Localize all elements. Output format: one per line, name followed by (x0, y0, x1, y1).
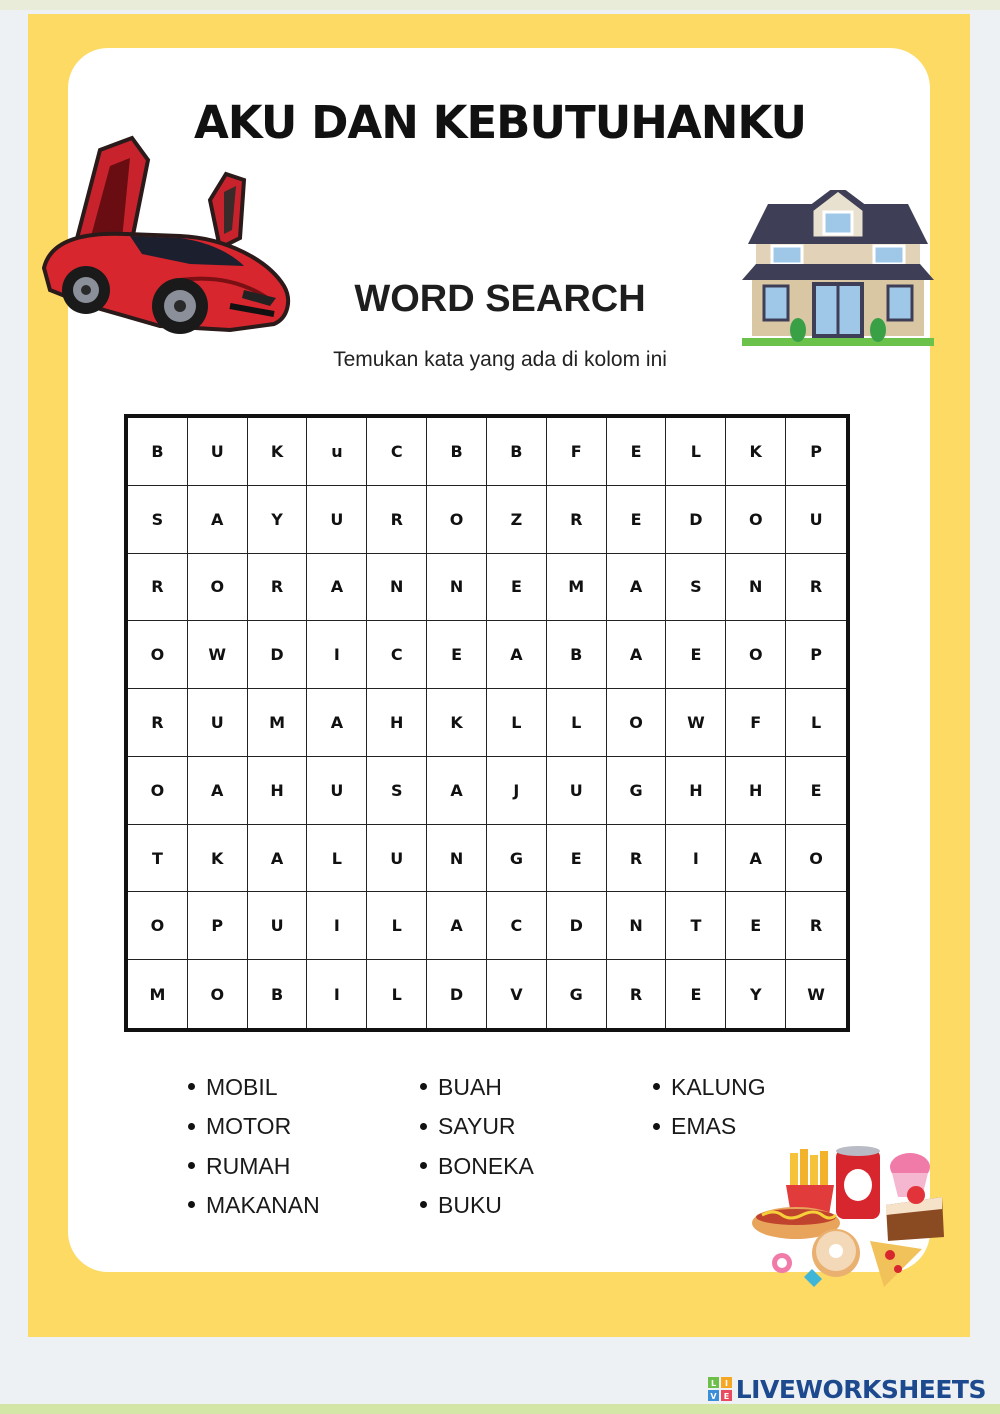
grid-cell[interactable]: R (607, 825, 667, 893)
grid-cell[interactable]: N (367, 554, 427, 622)
word-list-item (420, 1107, 534, 1146)
grid-cell[interactable]: E (786, 757, 846, 825)
grid-cell[interactable]: U (307, 486, 367, 554)
grid-cell[interactable]: O (726, 486, 786, 554)
house-icon (742, 190, 934, 346)
grid-cell[interactable]: O (786, 825, 846, 893)
grid-cell[interactable]: U (188, 689, 248, 757)
grid-cell[interactable]: R (128, 689, 188, 757)
grid-cell[interactable]: L (666, 418, 726, 486)
worksheet-title: AKU DAN KEBUTUHANKU (193, 96, 807, 149)
grid-cell[interactable]: Z (487, 486, 547, 554)
grid-cell[interactable]: P (786, 621, 846, 689)
grid-cell[interactable]: I (666, 825, 726, 893)
logo-letter: V (710, 1392, 717, 1401)
grid-cell[interactable]: T (128, 825, 188, 893)
grid-cell[interactable]: O (427, 486, 487, 554)
grid-cell[interactable]: N (427, 825, 487, 893)
grid-cell[interactable]: E (666, 960, 726, 1028)
grid-cell[interactable]: O (607, 689, 667, 757)
word-list-item (188, 1186, 320, 1225)
word-list-item (653, 1107, 766, 1146)
grid-cell[interactable]: R (248, 554, 308, 622)
bullet-icon (188, 1201, 195, 1208)
grid-cell[interactable]: N (607, 892, 667, 960)
grid-cell[interactable]: E (607, 486, 667, 554)
grid-cell[interactable]: A (307, 554, 367, 622)
grid-cell[interactable]: C (487, 892, 547, 960)
grid-cell[interactable]: K (188, 825, 248, 893)
grid-cell[interactable]: K (427, 689, 487, 757)
grid-cell[interactable]: C (367, 621, 427, 689)
grid-cell[interactable]: G (607, 757, 667, 825)
grid-cell[interactable]: U (248, 892, 308, 960)
grid-cell[interactable]: I (307, 892, 367, 960)
word-list-item (188, 1107, 320, 1146)
top-strip (0, 0, 1000, 10)
grid-cell[interactable]: G (547, 960, 607, 1028)
word-list-column-2 (420, 1068, 534, 1225)
bullet-icon (653, 1123, 660, 1130)
grid-cell[interactable]: A (307, 689, 367, 757)
word-list-column-1 (188, 1068, 320, 1225)
grid-cell[interactable]: U (367, 825, 427, 893)
word-list-item (653, 1068, 766, 1107)
grid-cell[interactable]: O (128, 892, 188, 960)
grid-cell[interactable]: M (248, 689, 308, 757)
grid-cell[interactable]: L (547, 689, 607, 757)
word-list-item (420, 1147, 534, 1186)
grid-cell[interactable]: T (666, 892, 726, 960)
word-label: MOTOR (206, 1113, 292, 1140)
word-label: BUAH (438, 1074, 502, 1100)
grid-cell[interactable]: D (248, 621, 308, 689)
grid-cell[interactable]: V (487, 960, 547, 1028)
grid-cell[interactable]: I (307, 960, 367, 1028)
word-label: RUMAH (206, 1152, 291, 1179)
instruction-text: Temukan kata yang ada di kolom ini (333, 348, 667, 371)
bullet-icon (420, 1083, 427, 1090)
grid-cell[interactable]: P (188, 892, 248, 960)
bullet-icon (653, 1083, 660, 1090)
grid-cell[interactable]: M (128, 960, 188, 1028)
bullet-icon (188, 1083, 195, 1090)
word-label: BUKU (438, 1191, 502, 1218)
word-list-item (420, 1068, 534, 1107)
grid-cell[interactable]: U (188, 418, 248, 486)
word-label: MOBIL (206, 1074, 278, 1100)
word-label: EMAS (671, 1113, 737, 1140)
grid-cell[interactable]: B (547, 621, 607, 689)
grid-cell[interactable]: E (427, 621, 487, 689)
grid-cell[interactable]: K (726, 418, 786, 486)
grid-cell[interactable]: u (307, 418, 367, 486)
grid-cell[interactable]: L (307, 825, 367, 893)
grid-cell[interactable]: Y (726, 960, 786, 1028)
brand-name: LIVEWORKSHEETS (735, 1374, 986, 1404)
grid-cell[interactable]: E (487, 554, 547, 622)
bullet-icon (420, 1201, 427, 1208)
grid-cell[interactable]: S (128, 486, 188, 554)
grid-cell[interactable]: A (487, 621, 547, 689)
grid-cell[interactable]: F (547, 418, 607, 486)
word-list-item (420, 1186, 534, 1225)
grid-cell[interactable]: L (786, 689, 846, 757)
bullet-icon (420, 1162, 427, 1169)
bullet-icon (420, 1123, 427, 1130)
grid-cell[interactable]: A (427, 757, 487, 825)
grid-cell[interactable]: H (666, 757, 726, 825)
grid-cell[interactable]: D (547, 892, 607, 960)
grid-cell[interactable]: W (188, 621, 248, 689)
word-list-item (188, 1147, 320, 1186)
liveworksheets-logo-icon (708, 1377, 732, 1401)
grid-cell[interactable]: A (188, 486, 248, 554)
grid-cell[interactable]: W (807, 984, 825, 1004)
grid-cell[interactable]: A (427, 892, 487, 960)
logo-letter: E (723, 1392, 729, 1401)
word-list-item (188, 1068, 320, 1107)
grid-cell[interactable]: E (547, 825, 607, 893)
grid-cell[interactable]: M (547, 554, 607, 622)
grid-cell[interactable]: O (128, 621, 188, 689)
word-label: SAYUR (438, 1113, 516, 1140)
grid-cell[interactable]: B (248, 960, 308, 1028)
word-list-column-3 (653, 1068, 766, 1147)
grid-cell[interactable]: R (786, 892, 846, 960)
grid-cell[interactable]: R (547, 486, 607, 554)
grid-cell[interactable]: A (726, 825, 786, 893)
grid-cell[interactable]: B (128, 418, 188, 486)
grid-cell[interactable]: O (188, 554, 248, 622)
grid-cell[interactable]: R (786, 554, 846, 622)
worksheet-subtitle: WORD SEARCH (354, 278, 646, 320)
grid-cell[interactable]: L (367, 892, 427, 960)
grid-cell[interactable]: L (367, 960, 427, 1028)
grid-cell[interactable]: K (248, 418, 308, 486)
grid-cell[interactable]: O (128, 757, 188, 825)
grid-cell[interactable]: H (367, 689, 427, 757)
grid-cell[interactable]: I (307, 621, 367, 689)
grid-cell[interactable]: E (607, 418, 667, 486)
word-label: KALUNG (671, 1074, 766, 1100)
grid-cell[interactable]: D (666, 486, 726, 554)
word-search-grid (124, 414, 850, 1032)
logo-letter: L (710, 1379, 716, 1388)
bullet-icon (188, 1162, 195, 1169)
grid-cell[interactable]: S (666, 554, 726, 622)
grid-cell[interactable]: A (607, 554, 667, 622)
grid-cell[interactable]: R (367, 486, 427, 554)
grid-cell[interactable]: F (726, 689, 786, 757)
bullet-icon (188, 1123, 195, 1130)
grid-cell[interactable]: O (188, 960, 248, 1028)
grid-cell[interactable]: N (427, 554, 487, 622)
grid-cell[interactable]: D (427, 960, 487, 1028)
grid-cell[interactable]: A (607, 621, 667, 689)
grid-cell[interactable]: B (427, 418, 487, 486)
grid-cell[interactable]: U (307, 757, 367, 825)
grid-cell[interactable]: R (128, 554, 188, 622)
grid-cell[interactable]: A (248, 825, 308, 893)
grid-cell[interactable]: N (726, 554, 786, 622)
grid-cell[interactable]: L (487, 689, 547, 757)
grid-cell[interactable]: Y (248, 486, 308, 554)
grid-cell[interactable]: O (726, 621, 786, 689)
grid-cell[interactable]: E (666, 621, 726, 689)
liveworksheets-brand (708, 1372, 986, 1406)
grid-cell[interactable]: U (547, 757, 607, 825)
logo-letter: I (724, 1379, 728, 1388)
grid-cell[interactable]: H (726, 757, 786, 825)
grid-cell[interactable]: P (786, 418, 846, 486)
grid-cell[interactable]: J (487, 757, 547, 825)
grid-cell[interactable]: E (726, 892, 786, 960)
word-label: MAKANAN (206, 1191, 320, 1218)
grid-cell[interactable]: S (367, 757, 427, 825)
grid-cell[interactable]: U (786, 486, 846, 554)
food-icon (752, 1145, 952, 1295)
grid-cell[interactable]: C (367, 418, 427, 486)
grid-cell[interactable]: B (487, 418, 547, 486)
grid-cell[interactable]: H (248, 757, 308, 825)
grid-cell[interactable]: R (607, 960, 667, 1028)
grid-cell[interactable]: W (666, 689, 726, 757)
grid-cell[interactable]: G (487, 825, 547, 893)
grid-cell[interactable]: A (188, 757, 248, 825)
word-label: BONEKA (438, 1152, 534, 1179)
